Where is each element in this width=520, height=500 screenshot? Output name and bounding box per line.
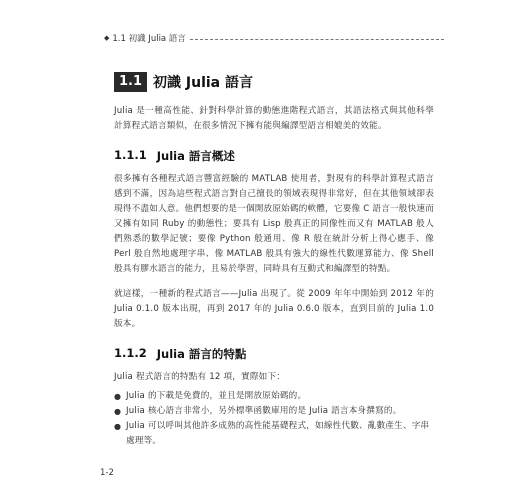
section-intro: Julia 是一種高性能、針對科學計算的動態進階程式語言，其語法格式與其他科學計算程式語言類似，在很多情況下擁有能與編譯型語言相媲美的效能。 [114, 106, 434, 131]
subsection-2-number: 1.1.2 [114, 346, 147, 360]
list-item-text: Julia 可以呼叫其他許多成熟的高性能基礎程式，如線性代數、亂數產生、字串處理等。 [126, 421, 430, 446]
page-content [114, 72, 434, 449]
subsection-1-number: 1.1.1 [114, 148, 147, 162]
feature-list [114, 389, 434, 449]
list-item [114, 404, 434, 419]
bullet-icon: ● [114, 422, 122, 431]
subsection-2-intro: Julia 程式語言的特點有 12 項，實際如下： [114, 372, 286, 382]
subsection-1-title: Julia 語言概述 [156, 149, 235, 163]
list-item-text: Julia 的下載是免費的，並且是開放原始碼的。 [126, 391, 307, 401]
subsection-1-paragraph: 就這樣，一種新的程式語言——Julia 出現了。從 2009 年年中開始到 2012 年的 Julia 0.1.0 版本出現，再到 2017 年的 Julia 0.6.0 版本，直到目前的 Julia 1.0 版本。 [114, 289, 434, 329]
section-number: 1.1 [114, 72, 147, 92]
bullet-icon: ● [114, 407, 122, 416]
list-item [114, 389, 434, 404]
subsection-1-heading [114, 148, 434, 164]
subsection-1-paragraph: 很多擁有各種程式語言豐富經驗的 MATLAB 使用者，對現有的科學計算程式語言感到不滿，因為這些程式語言對自己擅長的領域表現得非常好，但在其他領域卻表現得不盡如人意。他們想要的是一個開放原始碼的軟體，它要像 C 語言一般快速而又擁有如同 Ruby 的動態性；要具有 Lisp 般真正的同像性而又有 MATLAB 般人們熟悉的數學記號；要像 Python 般通用、像 R 般在統計分析上得心應手、像 Perl 般自然地處理字串、像 MATLAB 般具有強大的線性代數運算能力、像 Shell 般具有膠水語言的能力，且易於學習，同時具有互動式和編譯型的特點。 [114, 174, 434, 274]
list-item [114, 419, 434, 449]
running-header-text: 1.1 初識 Julia 語言 [112, 34, 186, 44]
diamond-icon: ◆ [104, 34, 110, 42]
section-heading [114, 72, 434, 92]
subsection-2-title: Julia 語言的特點 [156, 347, 247, 361]
page-number: 1-2 [100, 468, 114, 478]
running-header [104, 30, 444, 46]
list-item-text: Julia 核心語言非常小，另外標準函數庫用的是 Julia 語言本身撰寫的。 [126, 406, 402, 416]
bullet-icon: ● [114, 392, 122, 401]
section-title: 初識 Julia 語言 [153, 75, 253, 91]
running-header-rule [190, 39, 444, 40]
subsection-2-heading [114, 346, 434, 362]
